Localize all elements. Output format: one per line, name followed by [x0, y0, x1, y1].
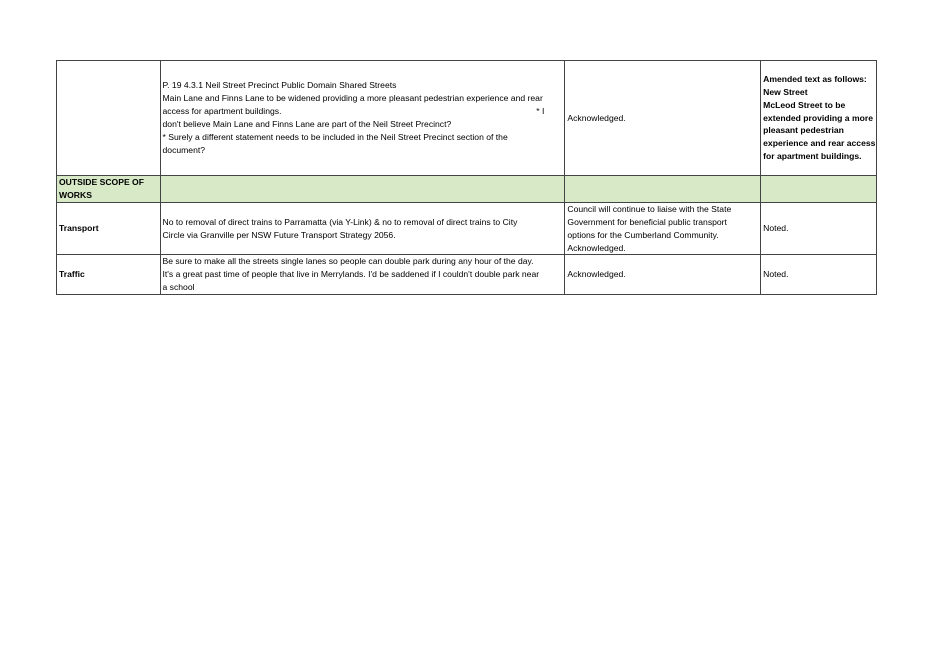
response-cell — [565, 202, 761, 255]
submission-line: Be sure to make all the streets single lanes so people can double park during any hour of the day. — [162, 256, 534, 267]
submission-cell — [160, 255, 565, 295]
table-row — [57, 202, 877, 255]
response-line: options for the Cumberland Community. — [567, 229, 719, 240]
category-cell: Traffic — [57, 255, 161, 295]
submission-cell — [160, 202, 565, 255]
submission-cell — [160, 61, 565, 176]
action-line: pleasant pedestrian — [763, 125, 844, 136]
section-label: OUTSIDE SCOPE OF WORKS — [57, 176, 161, 203]
action-line: extended providing a more — [763, 112, 873, 123]
response-line: Government for beneficial public transport — [567, 216, 727, 227]
table-row — [57, 255, 877, 295]
response-line: Council will continue to liaise with the State — [567, 203, 732, 214]
submissions-table — [56, 60, 877, 295]
response-cell: Acknowledged. — [565, 61, 761, 176]
submission-line: don't believe Main Lane and Finns Lane are part of the Neil Street Precinct? — [162, 119, 452, 129]
submission-line — [163, 105, 563, 118]
section-filler — [761, 176, 877, 203]
submission-line: a school — [162, 282, 195, 293]
submission-line: It's a great past time of people that live in Merrylands. I'd be saddened if I couldn't double park near — [162, 269, 540, 280]
section-filler — [565, 176, 761, 203]
action-line: New Street — [763, 86, 808, 97]
category-cell: Transport — [57, 202, 161, 255]
submission-line: Circle via Granville per NSW Future Transport Strategy 2056. — [162, 229, 396, 240]
response-line: Acknowledged. — [567, 242, 626, 253]
action-line: McLeod Street to be — [763, 99, 846, 110]
submission-bullet: * I — [536, 106, 545, 117]
action-line: for apartment buildings. — [763, 151, 862, 162]
action-cell — [761, 61, 877, 176]
action-line: experience and rear access — [763, 138, 876, 149]
action-line: Amended text as follows: — [763, 73, 867, 84]
section-header-row — [57, 176, 877, 203]
submission-line: Main Lane and Finns Lane to be widened providing a more pleasant pedestrian experience and rear — [162, 93, 543, 104]
submission-line: * Surely a different statement needs to be included in the Neil Street Precinct section of the — [162, 131, 508, 142]
action-cell: Noted. — [761, 202, 877, 255]
section-filler — [160, 176, 565, 203]
category-cell — [57, 61, 161, 176]
submission-line: No to removal of direct trains to Parramatta (via Y-Link) & no to removal of direct trains to City — [162, 216, 518, 227]
submission-line-text: access for apartment buildings. — [162, 106, 282, 117]
submission-line: P. 19 4.3.1 Neil Street Precinct Public Domain Shared Streets — [162, 80, 397, 91]
table-row — [57, 61, 877, 176]
action-cell: Noted. — [761, 255, 877, 295]
response-cell: Acknowledged. — [565, 255, 761, 295]
submission-line: document? — [162, 144, 206, 155]
